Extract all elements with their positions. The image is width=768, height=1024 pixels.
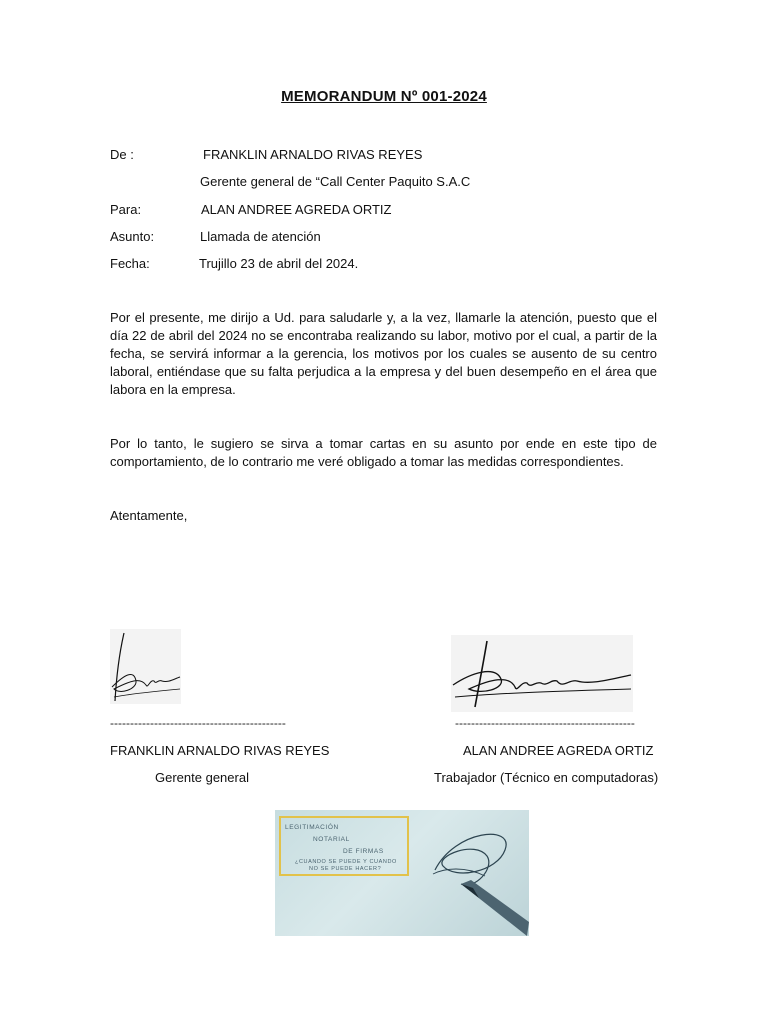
from-label: De : — [110, 147, 134, 162]
notary-text-4: ¿CUANDO SE PUEDE Y CUANDO — [295, 859, 397, 865]
notary-text-3: DE FIRMAS — [343, 848, 384, 855]
notary-text-1: LEGITIMACIÓN — [285, 824, 339, 831]
body-paragraph-2: Por lo tanto, le sugiero se sirva a tomar cartas en su asunto por ende en este tipo de comportamiento, de lo contrario me veré obligado a tomar las medidas correspondientes. — [110, 436, 657, 469]
date-label: Fecha: — [110, 256, 150, 271]
notary-text-2: NOTARIAL — [313, 836, 350, 843]
signature-right-name: ALAN ANDREE AGREDA ORTIZ — [463, 743, 654, 758]
signature-right-line: --------------------------------------------- — [455, 716, 635, 730]
pen-signature-drawing — [275, 810, 529, 936]
signature-right-image — [451, 635, 633, 712]
signature-right-role: Trabajador (Técnico en computadoras) — [434, 770, 659, 785]
to-label: Para: — [110, 202, 142, 217]
subject-value: Llamada de atención — [200, 229, 321, 244]
closing: Atentamente, — [110, 508, 188, 523]
memo-title: MEMORANDUM Nº 001-2024 — [281, 88, 487, 105]
from-position: Gerente general de “Call Center Paquito S.A.C — [200, 174, 471, 189]
signature-left-role: Gerente general — [155, 770, 249, 785]
body-paragraph-1: Por el presente, me dirijo a Ud. para saludarle y, a la vez, llamarle la atención, puesto que el día 22 de abril del 2024 no se encontraba realizando su labor, motivo por el cual, a partir de la fecha, se servirá informar a la gerencia, los motivos por los cuales se ausento de su centro laboral, entiéndase que su falta perjudica a la empresa y del buen desempeño en el área que labora en la empresa. — [110, 310, 657, 397]
signature-left-line: -------------------------------------------- — [110, 716, 286, 730]
signature-left-image — [110, 629, 181, 704]
from-name: FRANKLIN ARNALDO RIVAS REYES — [203, 147, 423, 162]
subject-row — [110, 229, 321, 244]
signature-right-drawing — [451, 635, 633, 712]
to-name: ALAN ANDREE AGREDA ORTIZ — [201, 202, 392, 217]
date-row — [110, 256, 358, 271]
to-row — [110, 202, 391, 217]
date-value: Trujillo 23 de abril del 2024. — [199, 256, 359, 271]
signature-left-drawing — [110, 629, 181, 704]
notary-text-5: NO SE PUEDE HACER? — [309, 866, 382, 872]
subject-label: Asunto: — [110, 229, 155, 244]
notary-image — [275, 810, 529, 936]
from-row — [110, 147, 422, 162]
signature-left-name: FRANKLIN ARNALDO RIVAS REYES — [110, 743, 330, 758]
